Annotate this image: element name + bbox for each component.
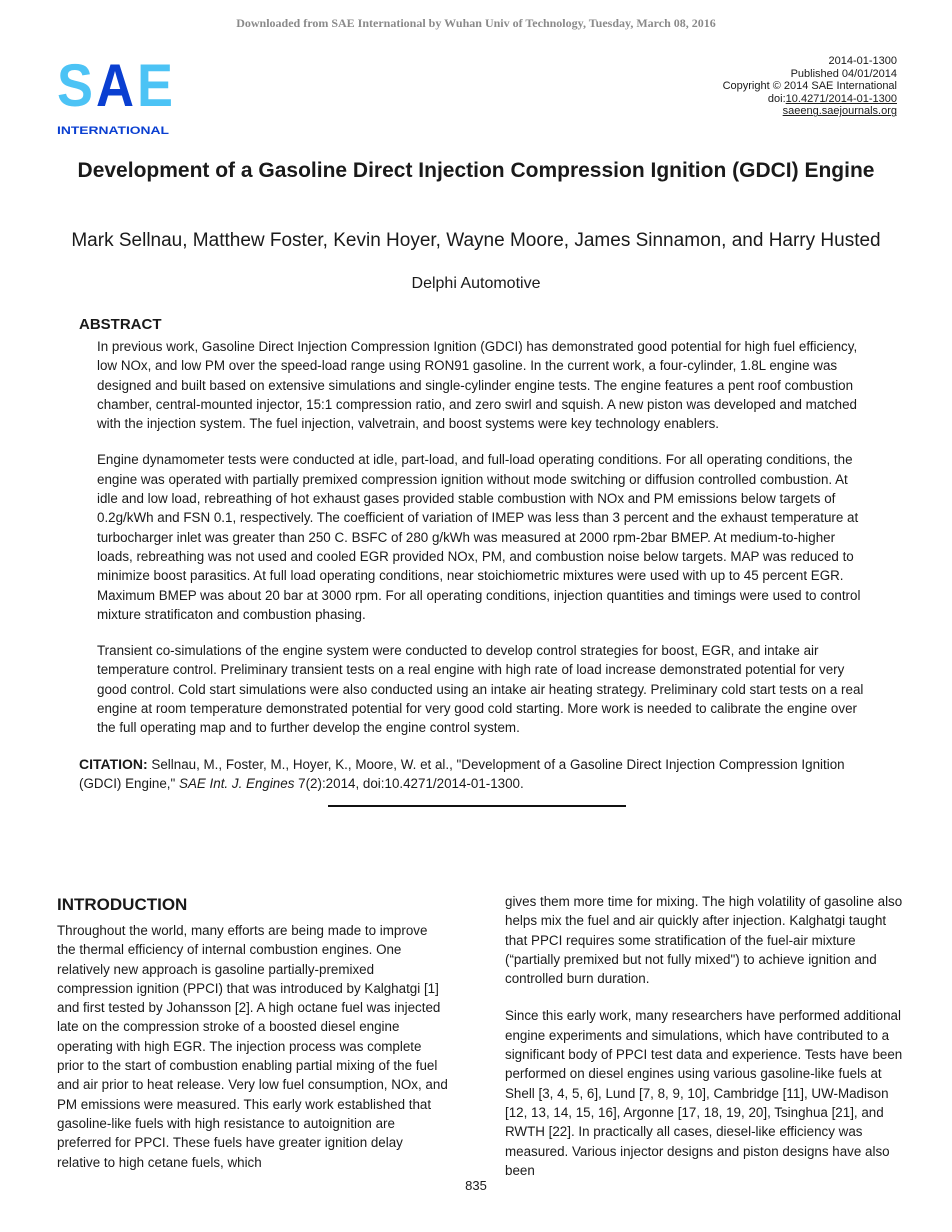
affiliation: Delphi Automotive (411, 275, 541, 292)
citation (79, 755, 869, 794)
citation-tail: 7(2):2014, doi:10.4271/2014-01-1300. (298, 775, 524, 791)
intro-paragraph: gives them more time for mixing. The high volatility of gasoline also helps mix the fuel and air quickly after injection. Kalghatgi taught that PPCI requires some stratification of the fuel-air mixture (“partially premixed but not fully mixed") to achieve ignition and controlled burn duration. (505, 894, 903, 987)
paper-title: Development of a Gasoline Direct Injection Compression Ignition (GDCI) Engine (77, 159, 875, 182)
download-notice: Downloaded from SAE International by Wuhan Univ of Technology, Tuesday, March 08, 2016 (236, 16, 716, 30)
paper-metadata (723, 55, 897, 118)
citation-text: Sellnau, M., Foster, M., Hoyer, K., Moore, W. et al., "Development of a Gasoline Direct Injection Compression Ignition (GDCI) Engine," (79, 756, 845, 791)
abstract-paragraph: Engine dynamometer tests were conducted at idle, part-load, and full-load operating conditions. For all operating conditions, the engine was operated with partially premixed compression ignition without mode switching or diffusion controlled combustion. At idle and low load, rebreathing of hot exhaust gases provided stable combustion with NOx and PM emissions below targets of 0.2g/kWh and FSN 0.1, respectively. The coefficient of variation of IMEP was less than 3 percent and the exhaust temperature at turbocharger inlet was greater than 250 C. BSFC of 280 g/kWh was measured at 2000 rpm-2bar BMEP. At medium-to-higher loads, rebreathing was not used and cooled EGR provided NOx, PM, and combustion noise below targets. MAP was reduced to minimize boost parasitics. At full load operating conditions, near stoichiometric mixtures were used with up to 45 percent EGR. Maximum BMEP was about 20 bar at 3000 rpm. For all operating conditions, injection quantities and timings were used to control mixture stratificaton and combustion phasing. (97, 452, 861, 622)
introduction-heading: INTRODUCTION (57, 895, 188, 914)
abstract-heading: ABSTRACT (79, 316, 162, 333)
page-number: 835 (465, 1178, 487, 1193)
abstract-paragraph: Transient co-simulations of the engine system were conducted to develop control strategies for boost, EGR, and intake air temperature control. Preliminary transient tests on a real engine with high rate of load increase demonstrated potential for very good control. Cold start simulations were also conducted using an intake air heating strategy. Preliminary cold start tests on a real engine at room temperature demonstrated potential for very good cold starting. More work is needed to calibrate the engine over the full operating map and to further develop the engine control system. (97, 643, 864, 736)
svg-text:INTERNATIONAL: INTERNATIONAL (57, 125, 170, 137)
authors: Mark Sellnau, Matthew Foster, Kevin Hoyer, Wayne Moore, James Sinnamon, and Harry Husted (71, 230, 881, 251)
doi-link[interactable]: 10.4271/2014-01-1300 (785, 92, 897, 105)
doi-prefix: doi: (767, 92, 786, 105)
svg-text:E: E (137, 52, 173, 119)
abstract-paragraph: In previous work, Gasoline Direct Injection Compression Ignition (GDCI) has demonstrated good potential for high fuel efficiency, low NOx, and low PM over the speed-load range using RON91 gasoline. In the current work, a four-cylinder, 1.8L engine was designed and built based on extensive simulations and single-cylinder engine tests. The engine features a pent roof combustion chamber, central-mounted injector, 15:1 compression ratio, and zero swirl and squish. A new piston was developed and matched with the injection system. The fuel injection, valvetrain, and boost systems were key technology enablers. (97, 339, 858, 432)
paper-number: 2014-01-1300 (828, 55, 897, 67)
published-date: Published 04/01/2014 (790, 67, 897, 80)
copyright: Copyright © 2014 SAE International (722, 80, 897, 93)
divider (328, 805, 626, 807)
citation-journal: SAE Int. J. Engines (179, 775, 295, 791)
abstract-body (97, 337, 867, 738)
citation-label: CITATION: (79, 755, 148, 772)
sae-logo (57, 52, 177, 143)
website-link[interactable]: saeeng.saejournals.org (782, 105, 897, 118)
intro-paragraph: Since this early work, many researchers have performed additional engine experiments and simulations, which have contributed to a significant body of PPCI test data and experience. Tests have been performed on diesel engines using various gasoline-like fuels at Shell [3, 4, 5, 6], Lund [7, 8, 9, 10], Cambridge [11], UW-Madison [12, 13, 14, 15, 16], Argonne [17, 18, 19, 20], Tsinghua [21], and RWTH [22]. In practically all cases, diesel-like efficiency was measured. Various injector designs and piston designs have also been (505, 1008, 903, 1178)
svg-text:A: A (96, 52, 134, 119)
svg-text:S: S (57, 52, 93, 119)
abstract-section (79, 316, 874, 807)
introduction-column-right (505, 892, 903, 1198)
introduction-column-left: Throughout the world, many efforts are being made to improve the thermal efficiency of internal combustion engines. One relatively new approach is gasoline partially-premixed compression ignition (PPCI) that was introduced by Kalghatgi [1] and first tested by Johansson [2]. A high octane fuel was injected late on the compression stroke of a boosted diesel engine operating with high EGR. The injection process was complete prior to the start of combustion enabling partial mixing of the fuel and air prior to heat release. Very low fuel consumption, NOx, and PM emissions were measured. This early work established that gasoline-like fuels with high resistance to autoignition are preferred for PPCI. These fuels have greater ignition delay relative to high cetane fuels, which (57, 923, 448, 1170)
